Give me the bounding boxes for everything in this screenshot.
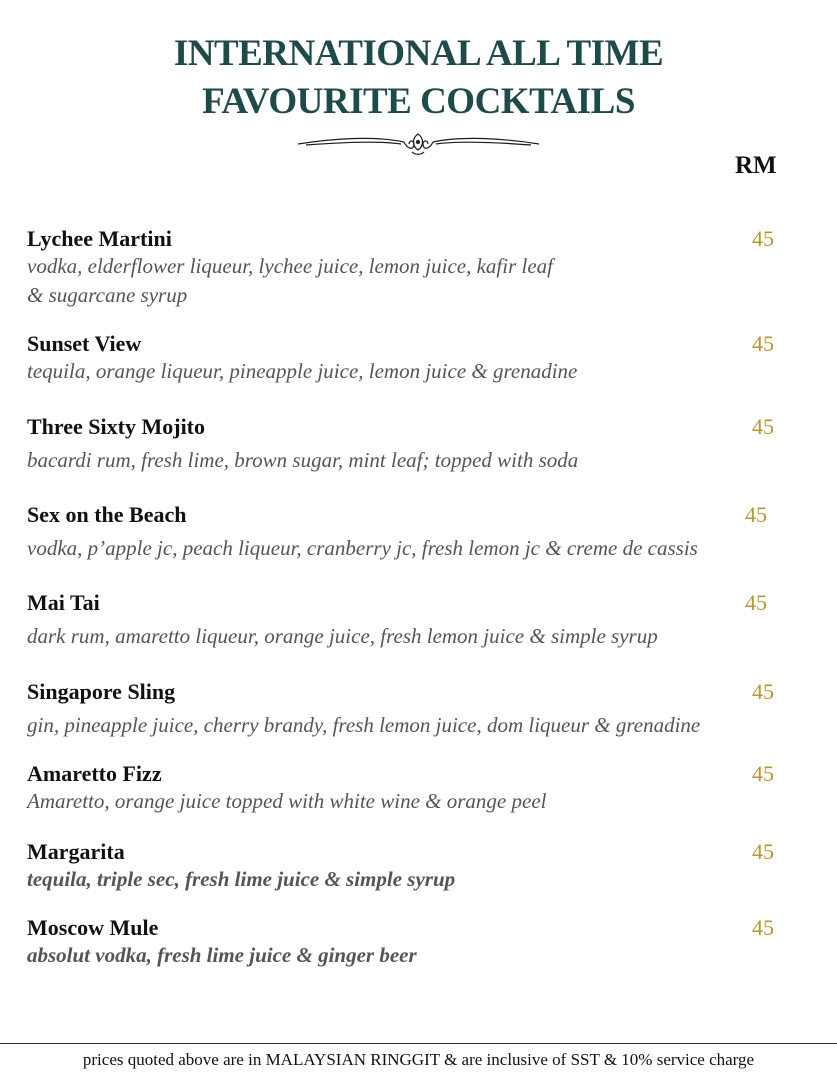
item-price: 45 <box>752 761 774 786</box>
menu-item-moscow-mule <box>27 915 817 970</box>
item-description: bacardi rum, fresh lime, brown sugar, mint leaf; topped with soda <box>27 448 579 472</box>
item-description: tequila, triple sec, fresh lime juice & simple syrup <box>27 867 456 891</box>
item-description-cont: & sugarcane syrup <box>27 283 188 307</box>
item-name: Lychee Martini <box>27 226 172 251</box>
item-name: Three Sixty Mojito <box>27 414 206 439</box>
item-name: Sex on the Beach <box>27 502 187 527</box>
item-name: Sunset View <box>27 331 142 356</box>
currency-label: RM <box>735 152 777 179</box>
menu-item-sunset-view <box>27 331 817 386</box>
menu-item-three-sixty-mojito <box>27 414 817 475</box>
item-name: Singapore Sling <box>27 679 176 704</box>
menu-item-mai-tai <box>27 590 817 651</box>
item-description: vodka, p’apple jc, peach liqueur, cranberry jc, fresh lemon jc & creme de cassis <box>27 536 698 560</box>
menu-item-margarita <box>27 839 817 894</box>
item-name: Margarita <box>27 839 125 864</box>
item-description: absolut vodka, fresh lime juice & ginger beer <box>27 943 417 967</box>
item-name: Mai Tai <box>27 590 100 615</box>
menu-title-line-1: INTERNATIONAL ALL TIME <box>173 33 664 74</box>
footer-divider <box>0 1043 837 1044</box>
item-price: 45 <box>752 915 774 940</box>
item-name: Amaretto Fizz <box>27 761 162 786</box>
menu-item-sex-on-the-beach <box>27 502 817 563</box>
item-name: Moscow Mule <box>27 915 159 940</box>
item-description: vodka, elderflower liqueur, lychee juice, lemon juice, kafir leaf <box>27 254 554 278</box>
item-price: 45 <box>752 414 774 439</box>
menu-title <box>0 30 837 126</box>
menu-item-lychee-martini <box>27 226 817 310</box>
item-description: gin, pineapple juice, cherry brandy, fresh lemon juice, dom liqueur & grenadine <box>27 713 701 737</box>
item-price: 45 <box>752 839 774 864</box>
menu-item-amaretto-fizz <box>27 761 817 816</box>
footer-note: prices quoted above are in MALAYSIAN RINGGIT & are inclusive of SST & 10% service charge <box>82 1050 755 1069</box>
item-price: 45 <box>745 502 767 527</box>
item-price: 45 <box>752 226 774 251</box>
item-description: tequila, orange liqueur, pineapple juice, lemon juice & grenadine <box>27 359 578 383</box>
item-price: 45 <box>752 679 774 704</box>
item-price: 45 <box>745 590 767 615</box>
ornament-flourish-icon <box>296 128 541 158</box>
menu-item-singapore-sling <box>27 679 817 740</box>
menu-title-line-2: FAVOURITE COCKTAILS <box>202 81 635 122</box>
item-description: Amaretto, orange juice topped with white wine & orange peel <box>27 789 547 813</box>
item-description: dark rum, amaretto liqueur, orange juice, fresh lemon juice & simple syrup <box>27 624 658 648</box>
item-price: 45 <box>752 331 774 356</box>
